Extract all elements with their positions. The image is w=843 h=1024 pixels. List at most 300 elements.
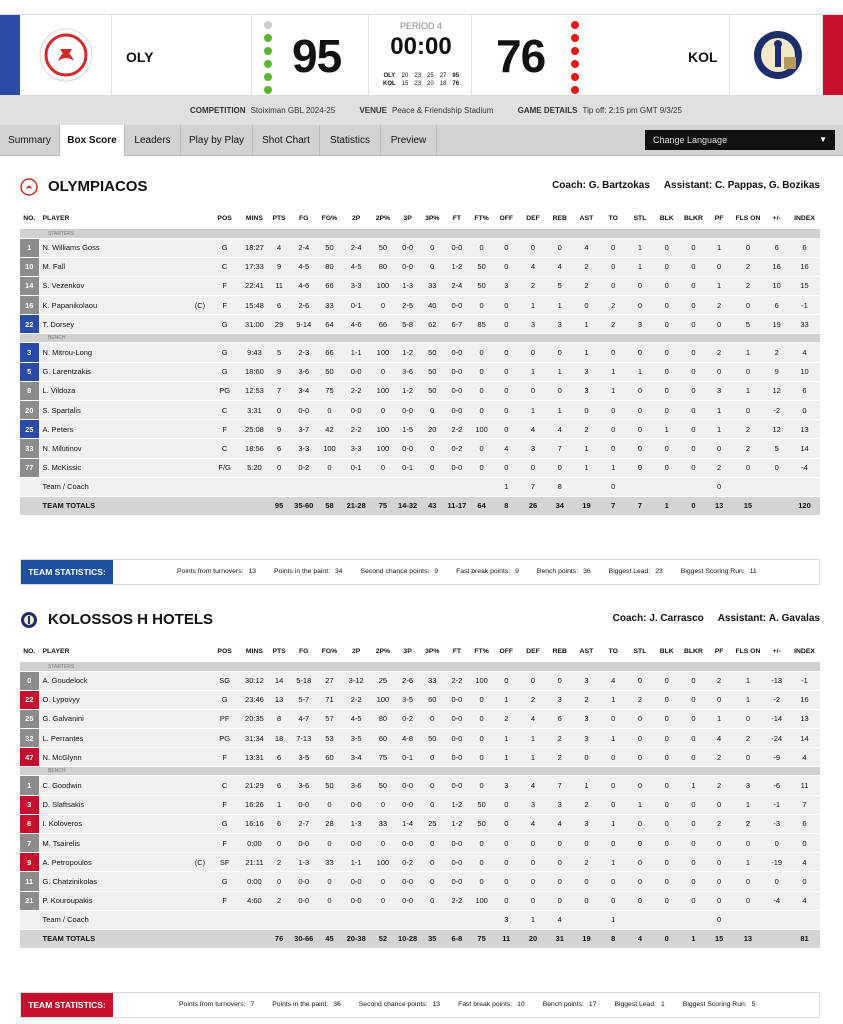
player-row[interactable]: [20, 343, 820, 362]
stat-cell: [789, 910, 820, 929]
stat-cell: C: [209, 439, 240, 458]
player-name[interactable]: I. Koloveros: [42, 819, 83, 829]
player-name-cell[interactable]: [39, 748, 210, 767]
player-name[interactable]: G. Larentzakis: [42, 367, 91, 377]
column-header: PF: [707, 641, 732, 662]
stat-cell: 0-0: [444, 729, 471, 748]
player-row[interactable]: [20, 238, 820, 257]
coach-name: G. Bartzokas: [588, 180, 650, 191]
player-row[interactable]: [20, 401, 820, 420]
player-row[interactable]: [20, 296, 820, 315]
player-row[interactable]: [20, 853, 820, 872]
stat-cell: 45: [318, 929, 341, 948]
stat-cell: G: [209, 362, 240, 381]
stat-cell: 1: [573, 439, 600, 458]
stat-cell: 6-8: [444, 929, 471, 948]
stat-cell: 0-0: [289, 891, 318, 910]
stat-cell: 1: [731, 381, 764, 400]
competition-value: Stoiximan GBL 2024-25: [250, 106, 336, 115]
stat-cell: 1: [731, 690, 764, 709]
player-name-cell[interactable]: [39, 276, 210, 295]
tab-box-score[interactable]: Box Score: [60, 125, 125, 156]
stat-cell: 31:00: [240, 315, 269, 334]
stat-cell: 0: [546, 834, 573, 853]
stat-cell: G: [209, 315, 240, 334]
quarter-score: 25: [427, 73, 434, 79]
stat-cell: C: [209, 776, 240, 795]
stat-cell: 18:60: [240, 362, 269, 381]
stat-cell: 0: [680, 458, 707, 477]
tab-summary[interactable]: Summary: [0, 125, 60, 156]
stat-cell: 0: [573, 872, 600, 891]
stat-cell: 0: [493, 381, 520, 400]
player-name-cell[interactable]: [39, 872, 210, 891]
stat-cell: 50: [372, 238, 395, 257]
stat-cell: 9: [269, 257, 290, 276]
column-header: POS: [209, 208, 240, 229]
stat-cell: 0: [493, 238, 520, 257]
stat-cell: 100: [470, 420, 493, 439]
player-name-cell[interactable]: [39, 420, 210, 439]
player-row[interactable]: [20, 814, 820, 833]
stat-cell: 3: [520, 315, 547, 334]
stat-cell: 0: [731, 458, 764, 477]
stat-cell: 0: [421, 834, 444, 853]
stat-cell: 11: [269, 276, 290, 295]
stat-cell: 0-0: [289, 795, 318, 814]
stat-cell: 0-0: [394, 872, 421, 891]
stat-cell: 0-0: [444, 458, 471, 477]
tab-statistics[interactable]: Statistics: [320, 125, 381, 156]
stat-cell: 0: [372, 458, 395, 477]
player-name-cell[interactable]: [39, 381, 210, 400]
stat-cell: 10: [789, 362, 820, 381]
stat-cell: 50: [470, 795, 493, 814]
stat-cell: 5: [731, 315, 764, 334]
stat-cell: 3: [546, 795, 573, 814]
column-header: FT: [444, 208, 471, 229]
stat-cell: 50: [318, 776, 341, 795]
stat-cell: 0: [653, 381, 680, 400]
stat-cell: 0: [653, 853, 680, 872]
stat-cell: 4: [707, 729, 732, 748]
player-name[interactable]: L. Perrantes: [42, 733, 84, 743]
stat-cell: 0: [680, 439, 707, 458]
stat-cell: 1-2: [444, 795, 471, 814]
stat-cell: 0-1: [394, 458, 421, 477]
stat-cell: 1: [520, 729, 547, 748]
player-row[interactable]: [20, 748, 820, 767]
period-label: PERIOD 4: [399, 21, 442, 31]
stat-cell: 3: [573, 362, 600, 381]
stat-cell: 66: [318, 343, 341, 362]
stat-cell: 0-0: [444, 690, 471, 709]
stat-cell: 1: [573, 343, 600, 362]
stat-cell: 0-0: [444, 834, 471, 853]
stat-cell: 0: [520, 853, 547, 872]
header-row: [20, 641, 820, 662]
stat-cell: 4-7: [289, 709, 318, 728]
stat-cell: 0: [600, 257, 627, 276]
stat-cell: 0: [269, 401, 290, 420]
competition-label: COMPETITION: [190, 106, 246, 115]
stat-cell: [421, 477, 444, 496]
player-name-cell[interactable]: [39, 795, 210, 814]
player-name[interactable]: A. Goudelock: [42, 676, 88, 686]
quarter-score: 20: [427, 81, 434, 87]
column-header: TO: [600, 208, 627, 229]
stat-cell: 0: [680, 257, 707, 276]
player-row[interactable]: [20, 872, 820, 891]
player-name-cell[interactable]: [39, 458, 210, 477]
stat-cell: 3: [573, 709, 600, 728]
stat-cell: 16: [789, 690, 820, 709]
stat-cell: 0: [764, 872, 789, 891]
player-name[interactable]: N. Milutinov: [42, 443, 82, 453]
stat-cell: 4-6: [341, 315, 372, 334]
stat-cell: 100: [470, 671, 493, 690]
stat-cell: [394, 477, 421, 496]
player-name[interactable]: N. Williams Goss: [42, 243, 100, 253]
stat-cell: 0: [269, 872, 290, 891]
player-row[interactable]: [20, 276, 820, 295]
team-statistics-label: TEAM STATISTICS:: [21, 560, 113, 584]
assistant-label: Assistant:: [663, 180, 713, 191]
team-stat: [179, 1001, 254, 1008]
stat-cell: 1-1: [341, 343, 372, 362]
player-name-cell[interactable]: [39, 362, 210, 381]
player-name-cell[interactable]: [39, 315, 210, 334]
stat-cell: C: [209, 401, 240, 420]
stat-cell: 0: [627, 776, 654, 795]
stat-cell: 0: [789, 834, 820, 853]
stat-cell: 0-0: [341, 891, 372, 910]
stat-cell: 1: [627, 257, 654, 276]
stat-cell: 2-6: [394, 671, 421, 690]
foul-dot: [264, 86, 272, 94]
stat-cell: 0: [493, 315, 520, 334]
stat-cell: 5: [269, 343, 290, 362]
stat-cell: 4: [269, 238, 290, 257]
stat-cell: 25:08: [240, 420, 269, 439]
stat-cell: 2-5: [394, 296, 421, 315]
stat-cell: 7: [627, 496, 654, 515]
player-name[interactable]: K. Papanikolaou: [42, 300, 98, 310]
player-name-cell[interactable]: [39, 834, 210, 853]
stat-cell: 0: [269, 458, 290, 477]
stat-cell: 0: [731, 296, 764, 315]
stat-cell: 0: [731, 401, 764, 420]
team-stat-value: 5: [751, 1001, 756, 1008]
player-row[interactable]: [20, 891, 820, 910]
stat-cell: 0: [493, 891, 520, 910]
player-name-cell[interactable]: [39, 891, 210, 910]
column-header: 2P%: [372, 641, 395, 662]
stat-cell: 0: [421, 238, 444, 257]
player-name-cell[interactable]: [39, 671, 210, 690]
stat-cell: 0-0: [444, 381, 471, 400]
stat-cell: 2-2: [444, 891, 471, 910]
team-stat: [683, 1001, 756, 1008]
player-name-cell[interactable]: [39, 401, 210, 420]
stat-cell: 5-8: [394, 315, 421, 334]
stat-cell: 0-0: [289, 834, 318, 853]
column-header: STL: [627, 208, 654, 229]
stat-cell: 0: [627, 420, 654, 439]
stat-cell: 4: [627, 929, 654, 948]
player-row[interactable]: [20, 776, 820, 795]
player-name[interactable]: O. Lypovyy: [42, 695, 80, 705]
stat-cell: 42: [318, 420, 341, 439]
stat-cell: 19: [764, 315, 789, 334]
player-name-cell[interactable]: [39, 709, 210, 728]
empty-cell: [20, 910, 39, 929]
player-name[interactable]: D. Slaftsakis: [42, 800, 85, 810]
player-name[interactable]: T. Dorsey: [42, 319, 75, 329]
stat-cell: 5-7: [289, 690, 318, 709]
player-row[interactable]: [20, 709, 820, 728]
stat-cell: 3: [573, 814, 600, 833]
column-header: INDEX: [789, 208, 820, 229]
stat-cell: 0: [627, 709, 654, 728]
stat-cell: 1: [546, 362, 573, 381]
stat-cell: 7-13: [289, 729, 318, 748]
game-details-value: Tip off: 2:15 pm GMT 9/3/25: [582, 106, 682, 115]
player-name[interactable]: N. McGlynn: [42, 752, 82, 762]
foul-dot: [264, 73, 272, 81]
player-name-cell[interactable]: [39, 238, 210, 257]
stat-cell: -1: [789, 671, 820, 690]
empty-cell: [240, 496, 269, 515]
tab-play-by-play[interactable]: Play by Play: [181, 125, 253, 156]
player-row[interactable]: [20, 381, 820, 400]
stat-cell: 2: [546, 729, 573, 748]
tab-shot-chart[interactable]: Shot Chart: [253, 125, 320, 156]
stat-cell: 2: [600, 296, 627, 315]
player-number: 3: [20, 343, 39, 362]
player-name[interactable]: A. Peters: [42, 424, 74, 434]
stat-cell: [341, 910, 372, 929]
player-name[interactable]: N. Mitrou-Long: [42, 348, 93, 358]
column-header: PTS: [269, 641, 290, 662]
player-row[interactable]: [20, 671, 820, 690]
stat-cell: 4: [789, 748, 820, 767]
player-name-cell[interactable]: [39, 439, 210, 458]
column-header: 2P: [341, 641, 372, 662]
stat-cell: 0: [653, 296, 680, 315]
quarter-score: 15: [401, 81, 409, 87]
stat-cell: 1: [520, 748, 547, 767]
player-name[interactable]: S. Vezenkov: [42, 281, 85, 291]
stat-cell: 21:29: [240, 776, 269, 795]
stat-cell: 1: [731, 795, 764, 814]
player-name-cell[interactable]: [39, 690, 210, 709]
stat-cell: 75: [372, 496, 395, 515]
player-name-cell[interactable]: [39, 296, 210, 315]
coaching-staff: [552, 180, 820, 191]
team-stat: [681, 568, 757, 575]
stat-cell: 1: [573, 458, 600, 477]
player-name[interactable]: S. McKissic: [42, 463, 82, 473]
stat-cell: [680, 910, 707, 929]
stat-cell: -3: [764, 814, 789, 833]
stat-cell: 0: [546, 872, 573, 891]
stat-cell: 2: [731, 257, 764, 276]
stat-cell: 14: [789, 729, 820, 748]
stat-cell: 0: [764, 834, 789, 853]
stat-cell: F: [209, 795, 240, 814]
column-header: PLAYER: [39, 641, 210, 662]
stat-cell: 1: [600, 814, 627, 833]
player-row[interactable]: [20, 795, 820, 814]
player-name[interactable]: M. Fall: [42, 262, 65, 272]
stat-cell: 1: [600, 853, 627, 872]
stat-cell: 0: [421, 401, 444, 420]
player-name-cell[interactable]: [39, 853, 210, 872]
stat-cell: 3-6: [394, 362, 421, 381]
player-row[interactable]: [20, 420, 820, 439]
stat-cell: 0: [653, 315, 680, 334]
stat-cell: 20:35: [240, 709, 269, 728]
player-row[interactable]: [20, 690, 820, 709]
stat-cell: 0: [707, 362, 732, 381]
team-stat-value: 13: [432, 1001, 441, 1008]
stat-cell: 0: [421, 748, 444, 767]
stat-cell: 62: [421, 315, 444, 334]
stat-cell: 0: [653, 795, 680, 814]
stat-cell: 0-0: [289, 872, 318, 891]
stat-cell: 0: [573, 401, 600, 420]
stat-cell: [764, 477, 789, 496]
caret-down-icon: ▼: [819, 135, 827, 144]
stat-cell: 4: [493, 439, 520, 458]
stat-cell: 1: [520, 362, 547, 381]
stat-cell: 10-28: [394, 929, 421, 948]
stat-cell: 0: [653, 439, 680, 458]
stat-cell: 12:53: [240, 381, 269, 400]
stat-cell: 50: [318, 238, 341, 257]
stat-cell: [372, 910, 395, 929]
away-logo-cell: [730, 15, 823, 95]
stat-cell: 0-0: [394, 401, 421, 420]
player-name[interactable]: A. Petropoulos: [42, 857, 92, 867]
player-name-cell[interactable]: [39, 729, 210, 748]
player-name[interactable]: M. Tsairelis: [42, 838, 80, 848]
stat-cell: 1: [707, 709, 732, 728]
column-header: REB: [546, 208, 573, 229]
stat-cell: 0-0: [444, 709, 471, 728]
team-stat-label: Biggest Lead:: [614, 1001, 657, 1008]
stat-cell: 0: [680, 401, 707, 420]
tab-leaders[interactable]: Leaders: [125, 125, 181, 156]
team-stat-value: 1: [661, 1001, 665, 1008]
language-select[interactable]: [645, 130, 835, 150]
stat-cell: 5-18: [289, 671, 318, 690]
tab-preview[interactable]: Preview: [381, 125, 437, 156]
stat-cell: 0-1: [341, 296, 372, 315]
player-name-cell[interactable]: [39, 343, 210, 362]
stat-cell: 0: [653, 729, 680, 748]
player-row[interactable]: [20, 834, 820, 853]
team-coach-label: Team / Coach: [39, 910, 210, 929]
player-row[interactable]: [20, 439, 820, 458]
team-stat: [359, 1001, 440, 1008]
player-name[interactable]: C. Goodwin: [42, 781, 82, 791]
player-name[interactable]: S. Spartalis: [42, 405, 81, 415]
player-row[interactable]: [20, 315, 820, 334]
player-name[interactable]: P. Kouroupakis: [42, 896, 93, 906]
home-code-cell: [112, 15, 252, 95]
stat-cell: SG: [209, 671, 240, 690]
stat-cell: 18: [269, 729, 290, 748]
coaching-staff: [613, 613, 820, 624]
player-number: 22: [20, 315, 39, 334]
stat-cell: 0: [707, 910, 732, 929]
stat-cell: 1: [600, 690, 627, 709]
stat-cell: 2: [707, 458, 732, 477]
player-row[interactable]: [20, 458, 820, 477]
stat-cell: 0: [653, 834, 680, 853]
stat-cell: 0: [318, 458, 341, 477]
player-name[interactable]: G. Galvanini: [42, 714, 84, 724]
stat-cell: 26: [520, 496, 547, 515]
stat-cell: 1: [600, 381, 627, 400]
stat-cell: 2: [731, 814, 764, 833]
stat-cell: 60: [318, 748, 341, 767]
stat-cell: 4: [789, 343, 820, 362]
stat-cell: 0: [680, 690, 707, 709]
olympiacos-logo-icon: [38, 27, 94, 83]
stat-cell: 0: [421, 872, 444, 891]
stat-cell: 95: [269, 496, 290, 515]
stat-cell: 0: [372, 296, 395, 315]
stat-cell: 6: [546, 709, 573, 728]
stat-cell: 25: [421, 814, 444, 833]
player-row[interactable]: [20, 362, 820, 381]
stat-cell: 0-0: [444, 362, 471, 381]
section-label: STARTERS: [20, 229, 820, 238]
stat-cell: 0: [421, 439, 444, 458]
stat-cell: 1-4: [394, 814, 421, 833]
stat-cell: 15:48: [240, 296, 269, 315]
quarter-team: OLY: [383, 73, 396, 79]
player-name[interactable]: L. Vildoza: [42, 386, 76, 396]
stat-cell: 1: [731, 671, 764, 690]
stat-cell: -13: [764, 671, 789, 690]
player-row[interactable]: [20, 729, 820, 748]
column-header: MINS: [240, 208, 269, 229]
player-name[interactable]: G. Chatzinikolas: [42, 876, 98, 886]
player-row[interactable]: [20, 257, 820, 276]
stat-cell: 0:00: [240, 872, 269, 891]
team-statistics-items: [177, 560, 775, 584]
stat-cell: 9: [269, 420, 290, 439]
player-name-cell[interactable]: [39, 776, 210, 795]
stat-cell: 0: [493, 814, 520, 833]
stat-cell: 0: [707, 834, 732, 853]
stat-cell: F: [209, 420, 240, 439]
stat-cell: 0: [707, 853, 732, 872]
stat-cell: 100: [372, 343, 395, 362]
player-number: 8: [20, 381, 39, 400]
player-name-cell[interactable]: [39, 814, 210, 833]
stat-cell: 1: [493, 729, 520, 748]
column-header: BLKR: [680, 641, 707, 662]
stat-cell: 0-0: [444, 238, 471, 257]
stat-cell: G: [209, 872, 240, 891]
player-name-cell[interactable]: [39, 257, 210, 276]
stat-cell: 27: [318, 671, 341, 690]
